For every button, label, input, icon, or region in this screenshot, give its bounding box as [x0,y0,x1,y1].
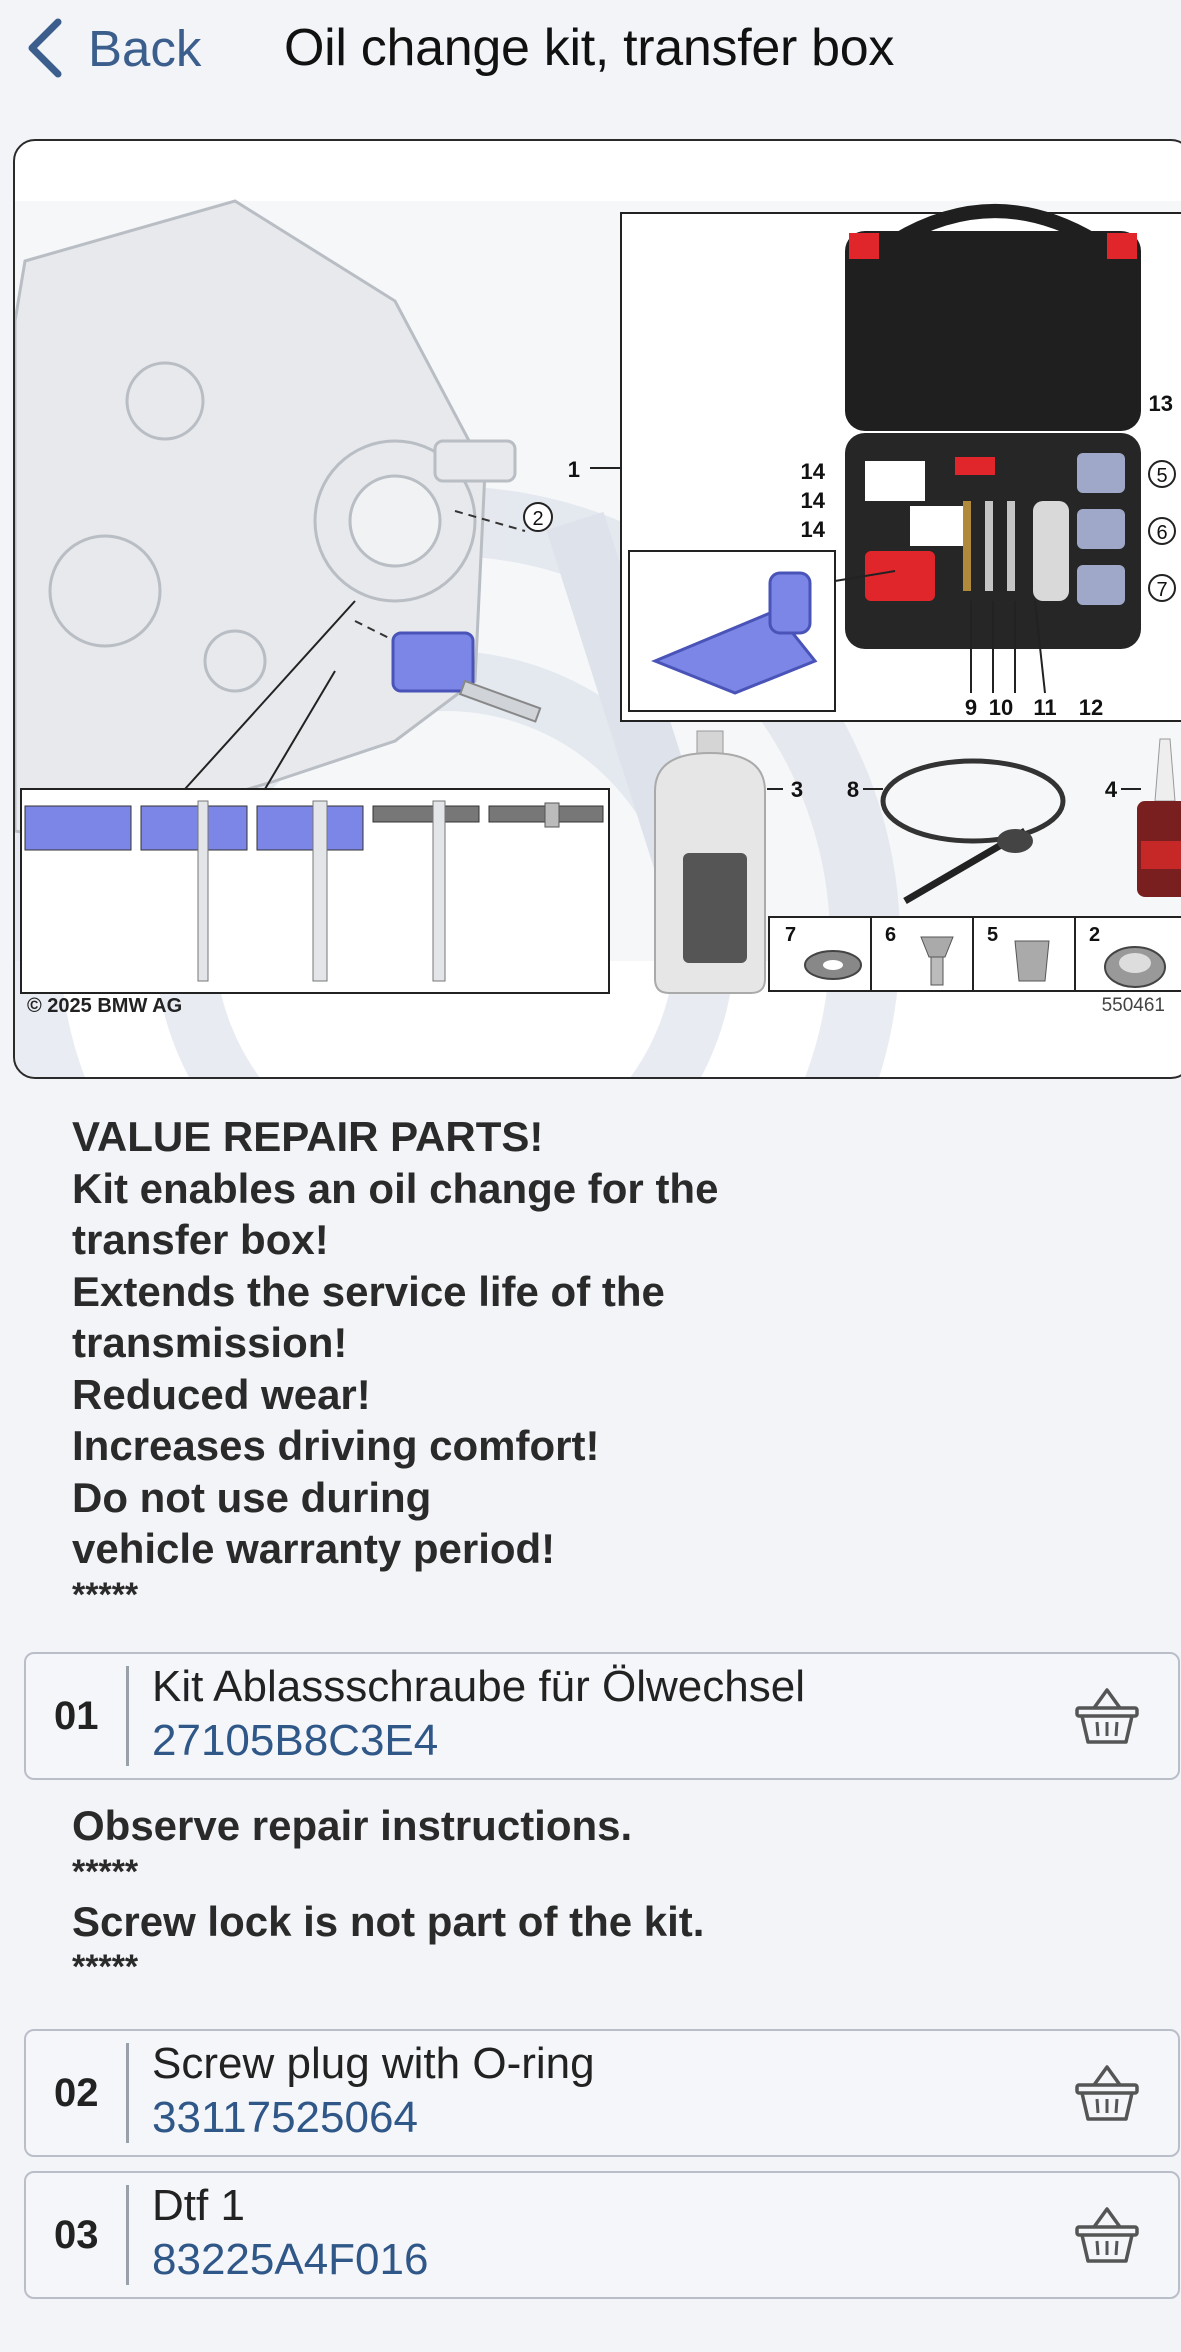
back-label: Back [88,19,202,77]
table-label-7: 7 [785,924,797,946]
callout-4: 4 [1104,777,1118,802]
callout-11: 11 [1033,695,1057,720]
table-label-5: 5 [987,924,999,946]
description-stars: ***** [72,1575,139,1614]
callout-10: 10 [988,695,1014,720]
shopping-basket-icon[interactable] [1074,2203,1140,2267]
description-line: Do not use during [72,1473,432,1521]
description-line: Increases driving comfort! [72,1422,600,1469]
image-number-label: 550461 [1101,995,1165,1016]
callout-7: 7 [1156,579,1168,601]
callout-1: 1 [567,457,580,482]
description-line: vehicle warranty period! [72,1525,556,1572]
part-number: 02 [54,2071,99,2115]
copyright-label: © 2025 BMW AG [27,995,183,1017]
part-row-01[interactable] [24,1652,1180,1780]
note-stars: ***** [72,1948,139,1986]
kit-case-panel [568,211,1181,721]
callout-14c: 14 [800,517,825,542]
description-line: transfer box! [72,1216,329,1263]
parts-diagram[interactable] [13,139,1181,1079]
navigation-bar [0,0,1181,96]
callout-12: 12 [1078,695,1104,720]
callout-5: 5 [1156,465,1168,487]
part-row-02[interactable] [24,2029,1180,2157]
description-line: Extends the service life of the [72,1267,665,1315]
shopping-basket-icon[interactable] [1074,1684,1140,1748]
description-line: Kit enables an oil change for the [72,1164,719,1212]
callout-8: 8 [846,777,860,802]
part-row-03[interactable] [24,2171,1180,2299]
part-name: Dtf 1 [152,2181,245,2230]
part-code[interactable]: 33117525064 [152,2093,418,2142]
table-label-6: 6 [885,924,897,946]
part-code[interactable]: 83225A4F016 [152,2235,429,2284]
part-divider [126,2043,129,2143]
part-number: 01 [54,1694,99,1738]
callout-3: 3 [790,777,804,802]
note-screw-lock: Screw lock is not part of the kit. [72,1897,705,1945]
callout-6: 6 [1156,522,1168,544]
description-line: Reduced wear! [72,1370,371,1418]
back-button[interactable] [24,14,201,82]
callout-13: 13 [1148,391,1173,416]
chevron-left-icon [24,18,64,78]
part-name: Screw plug with O-ring [152,2039,595,2088]
small-parts-table [769,917,1181,991]
note-stars: ***** [72,1852,139,1891]
callout-14a: 14 [800,459,825,484]
part-divider [126,2185,129,2285]
part-code[interactable]: 27105B8C3E4 [152,1716,439,1765]
page-title: Oil change kit, transfer box [284,19,895,77]
description-line: VALUE REPAIR PARTS! [72,1113,544,1160]
shopping-basket-icon[interactable] [1074,2061,1140,2125]
callout-2: 2 [532,508,544,530]
kit-description [72,1111,718,1615]
table-label-2: 2 [1089,924,1101,946]
callout-14b: 14 [800,488,825,513]
part-number: 03 [54,2213,99,2257]
part-divider [126,1666,129,1766]
part-name: Kit Ablassschraube für Ölwechsel [152,1662,805,1711]
description-line: transmission! [72,1319,348,1366]
callout-9: 9 [964,695,978,720]
repair-notes [72,1800,704,1987]
note-repair-instructions: Observe repair instructions. [72,1802,633,1849]
